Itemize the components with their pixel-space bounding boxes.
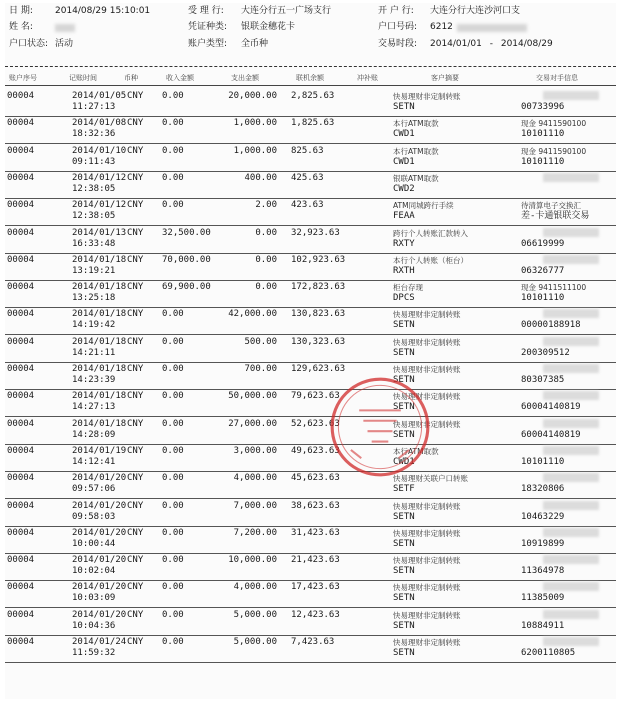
row-income: 0.00 [162,309,184,320]
row-date: 2014/01/10 [72,145,127,156]
row-summary: 快易理财非定制转账 [393,556,461,566]
row-balance: 129,623.63 [291,364,346,374]
table-row [5,335,616,363]
row-seq: 00004 [7,309,35,320]
row-seq: 00004 [7,555,35,566]
row-seq: 00004 [7,609,35,620]
period-label: 交易时段: [378,39,418,49]
row-seq: 00004 [7,637,35,647]
row-income: 0.00 [162,391,184,402]
row-expense: 5,000.00 [233,637,277,647]
row-currency: CNY [127,91,144,101]
period-value: 2014/01/01 - 2014/08/29 [430,39,553,49]
row-counterparty-line2: 10101110 [521,456,565,467]
row-seq: 00004 [7,391,35,402]
row-summary-code: FEAA [393,211,415,222]
account-category-value: 全币种 [241,39,269,49]
row-balance: 45,623.63 [291,473,340,484]
row-expense: 400.00 [244,172,277,183]
row-summary-code: SETN [393,648,415,658]
row-time: 14:27:13 [72,402,116,413]
row-expense: 0.00 [255,227,277,238]
row-counterparty-line2: 差-卡通银联交易 [521,211,590,222]
row-income: 0.00 [162,418,184,429]
row-date: 2014/01/20 [72,473,127,484]
account-status-value: 活动 [55,39,74,49]
row-expense: 42,000.00 [228,309,277,320]
row-expense: 1,000.00 [233,145,277,156]
opening-branch-label: 开 户 行: [378,6,414,16]
row-counterparty-line1: 现金 9411511100 [521,283,587,293]
row-balance: 825.63 [291,145,324,156]
counterparty-redacted [543,91,599,100]
row-currency: CNY [127,555,144,566]
row-summary: 柜台存现 [393,283,423,293]
row-time: 16:33:48 [72,238,116,249]
row-counterparty-line2: 60004140819 [521,402,581,413]
row-summary: 快易理财非定制转账 [393,501,461,511]
table-row [5,116,616,144]
row-income: 0.00 [162,145,184,156]
table-row [5,389,616,417]
row-expense: 5,000.00 [233,609,277,620]
row-summary-code: SETF [393,484,415,495]
table-row [5,526,616,554]
row-seq: 00004 [7,527,35,538]
row-balance: 7,423.63 [291,637,335,647]
row-time: 13:25:18 [72,293,116,304]
row-date: 2014/01/20 [72,500,127,511]
row-balance: 130,823.63 [291,309,346,320]
row-currency: CNY [127,418,144,429]
row-seq: 00004 [7,282,35,293]
row-balance: 423.63 [291,200,324,211]
account-number-value: 6212 [430,22,453,32]
row-time: 14:12:41 [72,456,116,467]
row-summary-code: CWD1 [393,156,415,167]
row-time: 14:23:39 [72,375,116,385]
row-summary: 快易理财非定制转账 [393,392,461,402]
table-row [5,89,616,117]
row-time: 14:21:11 [72,347,116,358]
table-row [5,362,616,390]
row-summary-code: DPCS [393,293,415,304]
row-time: 12:38:05 [72,211,116,222]
row-summary-code: SETN [393,320,415,331]
row-currency: CNY [127,200,144,211]
row-summary: 快易理财非定制转账 [393,419,461,429]
col-date: 记账时间 [69,74,97,82]
row-counterparty-line2: 6200110805 [521,648,576,658]
row-expense: 4,000.00 [233,473,277,484]
row-income: 0.00 [162,609,184,620]
row-summary-code: SETN [393,375,415,385]
row-summary-code: SETN [393,620,415,631]
row-time: 10:00:44 [72,538,116,549]
row-currency: CNY [127,282,144,293]
column-header-divider [5,85,616,86]
row-time: 18:32:36 [72,129,116,140]
handling-branch-value: 大连分行五一广场支行 [241,6,332,16]
row-time: 14:19:42 [72,320,116,331]
row-balance: 17,423.63 [291,582,340,593]
row-time: 09:57:06 [72,484,116,495]
counterparty-redacted [543,446,599,455]
row-seq: 00004 [7,172,35,183]
row-time: 10:03:09 [72,593,116,604]
row-expense: 0.00 [255,254,277,265]
row-balance: 49,623.63 [291,445,340,456]
counterparty-redacted [543,610,599,619]
row-time: 12:38:05 [72,183,116,194]
row-currency: CNY [127,391,144,402]
counterparty-redacted [543,173,599,182]
name-redacted [55,24,75,32]
row-summary: 快易理财非定制转账 [393,92,461,101]
row-income: 69,900.00 [162,282,211,293]
row-seq: 00004 [7,418,35,429]
row-summary: 跨行个人转账汇款转入 [393,228,468,238]
row-date: 2014/01/18 [72,364,127,374]
row-balance: 21,423.63 [291,555,340,566]
table-row [5,307,616,335]
row-income: 0.00 [162,200,184,211]
table-row [5,280,616,308]
row-balance: 38,623.63 [291,500,340,511]
row-summary-code: SETN [393,402,415,413]
row-summary: 快易理财非定制转账 [393,638,461,647]
counterparty-redacted [543,364,599,373]
date-label: 日 期: [9,6,33,16]
row-expense: 2.00 [255,200,277,211]
table-row [5,608,616,636]
row-currency: CNY [127,309,144,320]
table-row [5,499,616,527]
row-expense: 20,000.00 [228,91,277,101]
row-date: 2014/01/18 [72,336,127,347]
row-expense: 50,000.00 [228,391,277,402]
row-seq: 00004 [7,200,35,211]
counterparty-redacted [543,473,599,482]
row-income: 0.00 [162,364,184,374]
row-date: 2014/01/20 [72,555,127,566]
row-income: 0.00 [162,527,184,538]
row-seq: 00004 [7,473,35,484]
counterparty-redacted [543,637,599,646]
row-date: 2014/01/13 [72,227,127,238]
row-counterparty-line2: 00733996 [521,102,565,112]
row-seq: 00004 [7,118,35,129]
col-expense: 支出金额 [231,74,259,82]
row-summary-code: RXTY [393,238,415,249]
row-summary-code: SETN [393,593,415,604]
row-date: 2014/01/12 [72,172,127,183]
row-balance: 172,823.63 [291,282,346,293]
row-income: 0.00 [162,500,184,511]
row-expense: 3,000.00 [233,445,277,456]
row-expense: 1,000.00 [233,118,277,129]
row-date: 2014/01/20 [72,609,127,620]
row-summary: 本行ATM取款 [393,119,439,129]
row-income: 0.00 [162,91,184,101]
row-income: 0.00 [162,582,184,593]
row-counterparty-line2: 200309512 [521,347,570,358]
row-counterparty-line2: 10884911 [521,620,565,631]
row-seq: 00004 [7,227,35,238]
row-time: 14:28:09 [72,429,116,440]
counterparty-redacted [543,309,599,318]
row-expense: 700.00 [244,364,277,374]
row-balance: 1,825.63 [291,118,335,129]
row-counterparty-line2: 10101110 [521,156,565,167]
table-row [5,635,616,663]
row-summary-code: RXTH [393,265,415,276]
row-currency: CNY [127,364,144,374]
row-counterparty-line2: 80307385 [521,375,565,385]
row-balance: 12,423.63 [291,609,340,620]
row-seq: 00004 [7,582,35,593]
row-income: 0.00 [162,172,184,183]
row-summary: 本行个人转账（柜台） [393,255,468,265]
counterparty-redacted [543,419,599,428]
row-seq: 00004 [7,254,35,265]
counterparty-redacted [543,528,599,537]
row-summary-code: SETN [393,102,415,112]
col-currency: 币种 [124,74,138,82]
col-balance: 联机余额 [296,74,324,82]
row-balance: 425.63 [291,172,324,183]
row-currency: CNY [127,172,144,183]
row-currency: CNY [127,118,144,129]
table-row [5,444,616,472]
row-expense: 27,000.00 [228,418,277,429]
row-counterparty-line2: 06619999 [521,238,565,249]
row-currency: CNY [127,336,144,347]
row-time: 13:19:21 [72,265,116,276]
row-counterparty-line2: 00000188918 [521,320,581,331]
row-date: 2014/01/18 [72,254,127,265]
row-balance: 79,623.63 [291,391,340,402]
row-summary-code: SETN [393,429,415,440]
row-balance: 102,923.63 [291,254,346,265]
row-counterparty-line2: 10101110 [521,129,565,140]
row-date: 2014/01/18 [72,391,127,402]
row-currency: CNY [127,473,144,484]
row-balance: 32,923.63 [291,227,340,238]
row-seq: 00004 [7,445,35,456]
row-date: 2014/01/20 [72,527,127,538]
row-counterparty-line1: 待清算电子交换汇 [521,201,581,211]
row-expense: 4,000.00 [233,582,277,593]
row-income: 0.00 [162,118,184,129]
row-income: 0.00 [162,336,184,347]
row-seq: 00004 [7,145,35,156]
row-summary-code: SETN [393,511,415,522]
account-number-redacted [457,24,527,32]
table-row [5,417,616,445]
row-date: 2014/01/18 [72,309,127,320]
table-row [5,580,616,608]
row-income: 0.00 [162,637,184,647]
col-counterparty: 交易对手信息 [536,74,578,82]
row-time: 10:04:36 [72,620,116,631]
row-summary: 快易理财非定制转账 [393,337,461,347]
col-reversal: 冲补账 [357,74,378,82]
row-summary-code: SETN [393,347,415,358]
row-date: 2014/01/19 [72,445,127,456]
row-counterparty-line2: 18320806 [521,484,565,495]
table-row [5,226,616,254]
row-seq: 00004 [7,500,35,511]
table-row [5,144,616,172]
opening-branch-value: 大连分行大连沙河口支 [430,6,521,16]
row-counterparty-line1: 现金 9411590100 [521,119,587,129]
row-income: 0.00 [162,473,184,484]
row-date: 2014/01/08 [72,118,127,129]
row-counterparty-line2: 10463229 [521,511,565,522]
row-balance: 31,423.63 [291,527,340,538]
row-currency: CNY [127,500,144,511]
row-expense: 500.00 [244,336,277,347]
row-date: 2014/01/18 [72,418,127,429]
col-summary: 客户摘要 [431,74,459,82]
row-summary-code: SETN [393,538,415,549]
row-income: 0.00 [162,555,184,566]
col-income: 收入金额 [166,74,194,82]
table-row [5,171,616,199]
row-summary: ATM同城跨行手续 [393,201,454,211]
account-category-label: 账户类型: [188,39,228,49]
voucher-type-label: 凭证种类: [188,22,228,32]
row-balance: 130,323.63 [291,336,346,347]
row-balance: 52,623.63 [291,418,340,429]
row-counterparty-line1: 现金 9411590100 [521,146,587,156]
row-expense: 0.00 [255,282,277,293]
account-status-label: 户口状态: [9,39,49,49]
counterparty-redacted [543,391,599,400]
date-value: 2014/08/29 15:10:01 [55,6,151,16]
row-time: 11:59:32 [72,648,116,658]
row-date: 2014/01/20 [72,582,127,593]
table-row [5,471,616,499]
header-divider [5,66,616,67]
row-summary-code: CWD2 [393,183,415,194]
col-seq: 账户序号 [9,74,37,82]
row-time: 09:58:03 [72,511,116,522]
row-income: 0.00 [162,445,184,456]
row-currency: CNY [127,445,144,456]
row-expense: 7,200.00 [233,527,277,538]
row-expense: 7,000.00 [233,500,277,511]
row-summary-code: CWD1 [393,129,415,140]
counterparty-redacted [543,555,599,564]
counterparty-redacted [543,582,599,591]
counterparty-redacted [543,501,599,510]
row-summary: 快易理财关联户口转账 [393,474,468,484]
row-counterparty-line2: 11385009 [521,593,565,604]
counterparty-redacted [543,337,599,346]
row-balance: 2,825.63 [291,91,335,101]
bank-statement-sheet [5,3,616,699]
row-summary: 本行ATM取款 [393,146,439,156]
row-currency: CNY [127,609,144,620]
row-time: 10:02:04 [72,566,116,577]
account-number-label: 户口号码: [378,22,418,32]
row-counterparty-line2: 60004140819 [521,429,581,440]
counterparty-redacted [543,228,599,237]
counterparty-redacted [543,255,599,264]
row-expense: 10,000.00 [228,555,277,566]
row-date: 2014/01/12 [72,200,127,211]
row-counterparty-line2: 11364978 [521,566,565,577]
row-summary: 快易理财非定制转账 [393,310,461,320]
table-row [5,198,616,226]
row-currency: CNY [127,637,144,647]
row-seq: 00004 [7,336,35,347]
row-summary-code: SETN [393,566,415,577]
name-label: 姓 名: [9,22,33,32]
table-row [5,553,616,581]
row-summary: 快易理财非定制转账 [393,583,461,593]
row-date: 2014/01/18 [72,282,127,293]
row-summary-code: CWD1 [393,456,415,467]
row-summary: 快易理财非定制转账 [393,610,461,620]
row-currency: CNY [127,145,144,156]
table-row [5,253,616,281]
row-summary: 快易理财非定制转账 [393,365,461,374]
row-income: 32,500.00 [162,227,211,238]
handling-branch-label: 受 理 行: [188,6,224,16]
row-currency: CNY [127,527,144,538]
row-summary: 本行ATM取款 [393,446,439,456]
row-seq: 00004 [7,91,35,101]
row-income: 70,000.00 [162,254,211,265]
row-currency: CNY [127,254,144,265]
row-date: 2014/01/24 [72,637,127,647]
row-counterparty-line2: 06326777 [521,265,565,276]
row-summary: 快易理财非定制转账 [393,528,461,538]
row-seq: 00004 [7,364,35,374]
row-currency: CNY [127,582,144,593]
row-time: 11:27:13 [72,102,116,112]
row-currency: CNY [127,227,144,238]
row-time: 09:11:43 [72,156,116,167]
row-date: 2014/01/05 [72,91,127,101]
voucher-type-value: 银联金穗花卡 [241,22,296,32]
row-counterparty-line2: 10919899 [521,538,565,549]
row-counterparty-line2: 10101110 [521,293,565,304]
row-summary: 银联ATM取款 [393,173,439,183]
